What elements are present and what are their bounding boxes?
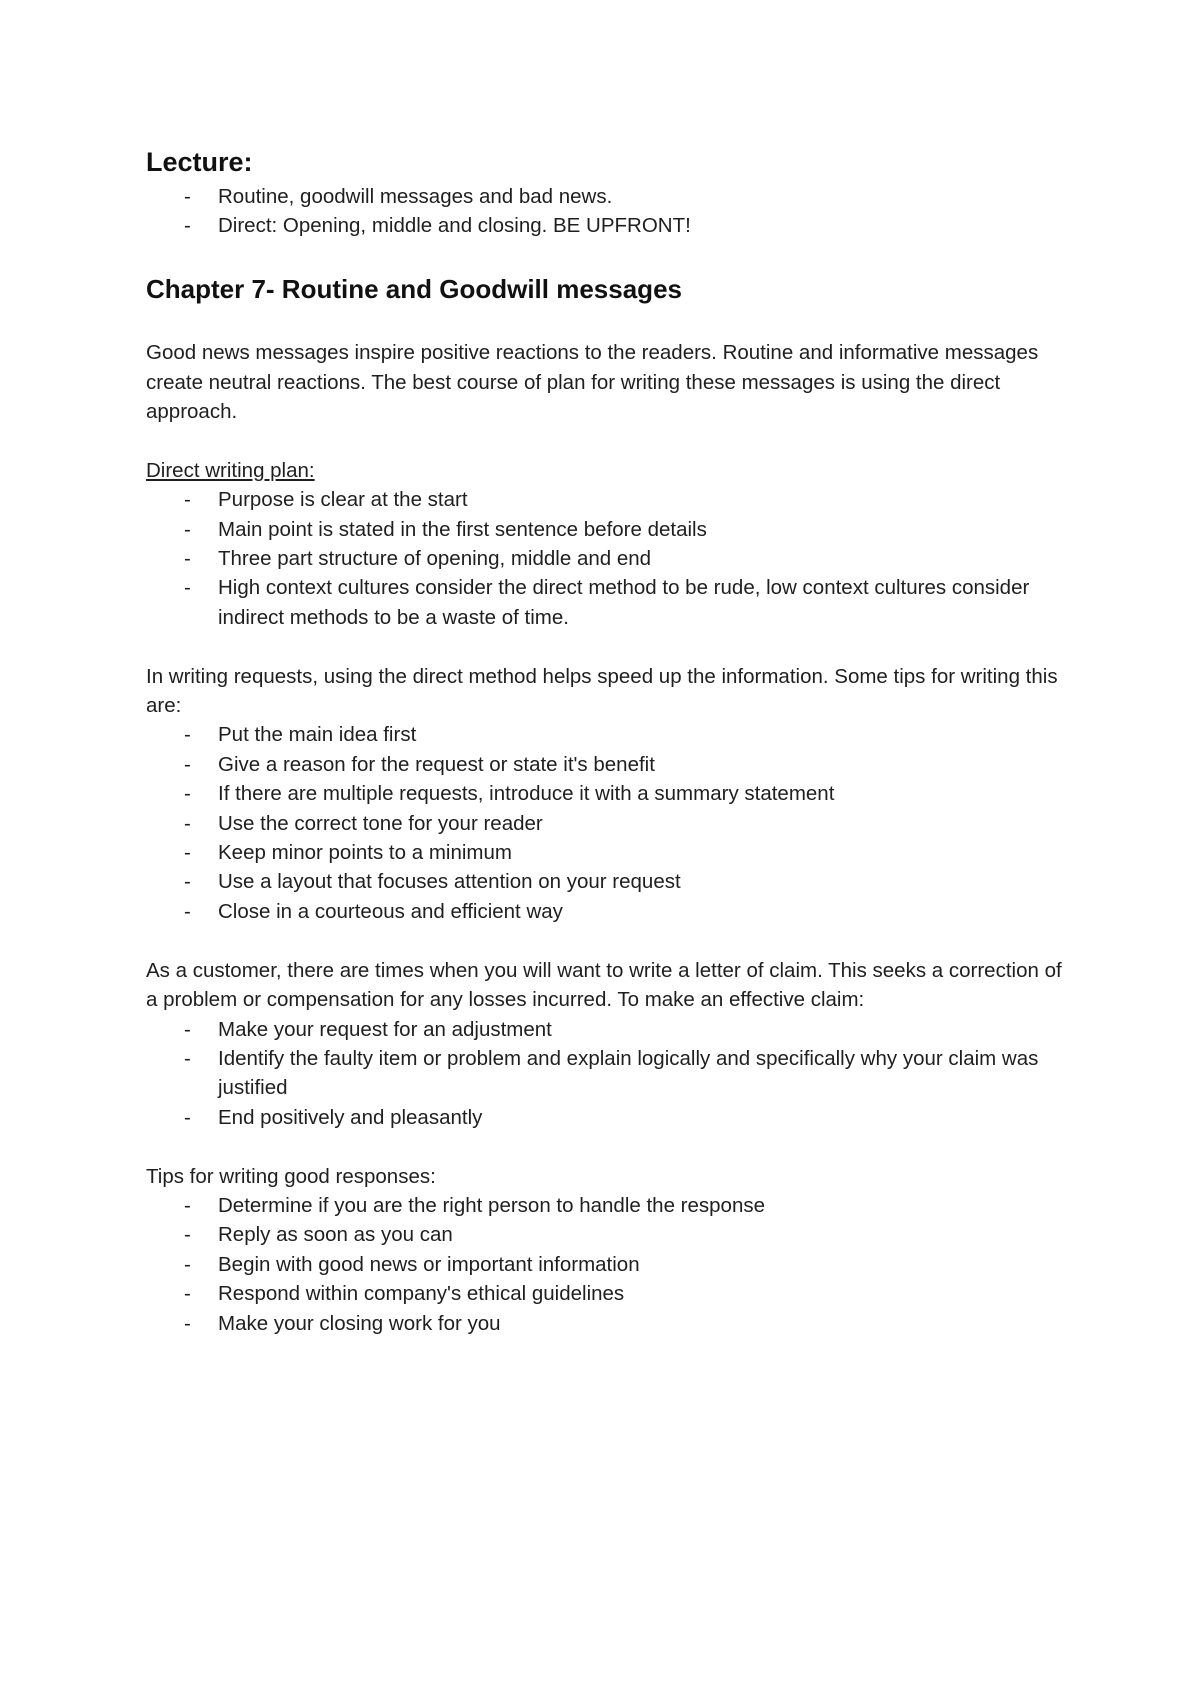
bullet-dash: - bbox=[184, 1223, 191, 1247]
list-item bbox=[146, 1309, 1070, 1338]
list-item bbox=[146, 1103, 1070, 1132]
bullet-dash: - bbox=[184, 1105, 191, 1129]
claims-intro-paragraph: As a customer, there are times when you will want to write a letter of claim. This seeks a correction of a problem or compensation for any losses incurred. To make an effective claim: bbox=[146, 958, 1062, 1012]
list-item-text: Determine if you are the right person to handle the response bbox=[218, 1193, 765, 1217]
claims-list bbox=[146, 1015, 1070, 1133]
list-item-text: Keep minor points to a minimum bbox=[218, 841, 512, 865]
chapter-intro-paragraph: Good news messages inspire positive reactions to the readers. Routine and informative messages create neutral reactions. The best course of plan for writing these messages is using the direct approach. bbox=[146, 341, 1039, 424]
list-item bbox=[146, 1279, 1070, 1308]
list-item bbox=[146, 1044, 1070, 1103]
list-item bbox=[146, 809, 1070, 838]
list-item-text: Identify the faulty item or problem and explain logically and specifically why your claim was justified bbox=[218, 1046, 1039, 1100]
list-item-text: Make your request for an adjustment bbox=[218, 1017, 552, 1041]
list-item bbox=[146, 1250, 1070, 1279]
list-item-text: Three part structure of opening, middle and end bbox=[218, 547, 652, 571]
list-item bbox=[146, 544, 1070, 573]
list-item bbox=[146, 515, 1070, 544]
requests-list bbox=[146, 720, 1070, 926]
lecture-heading: Lecture: bbox=[146, 147, 253, 177]
list-item-text: Close in a courteous and efficient way bbox=[218, 899, 563, 923]
bullet-dash: - bbox=[184, 1252, 191, 1276]
list-item-text: End positively and pleasantly bbox=[218, 1105, 483, 1129]
list-item-text: Direct: Opening, middle and closing. BE UPFRONT! bbox=[218, 214, 691, 238]
bullet-dash: - bbox=[184, 517, 191, 541]
list-item bbox=[146, 1015, 1070, 1044]
responses-list bbox=[146, 1191, 1070, 1338]
list-item-text: Routine, goodwill messages and bad news. bbox=[218, 185, 613, 208]
list-item bbox=[146, 750, 1070, 779]
list-item bbox=[146, 1191, 1070, 1220]
responses-intro-paragraph: Tips for writing good responses: bbox=[146, 1164, 436, 1188]
direct-plan-heading: Direct writing plan: bbox=[146, 458, 315, 482]
list-item bbox=[146, 573, 1070, 632]
list-item bbox=[146, 867, 1070, 896]
bullet-dash: - bbox=[184, 723, 191, 747]
chapter-heading: Chapter 7- Routine and Goodwill messages bbox=[146, 273, 682, 304]
list-item bbox=[146, 182, 1070, 211]
list-item-text: Make your closing work for you bbox=[218, 1311, 501, 1335]
list-item-text: Purpose is clear at the start bbox=[218, 488, 468, 512]
list-item bbox=[146, 897, 1070, 926]
bullet-dash: - bbox=[184, 841, 191, 865]
list-item bbox=[146, 1220, 1070, 1249]
bullet-dash: - bbox=[184, 1017, 191, 1041]
bullet-dash: - bbox=[184, 576, 191, 600]
direct-plan-list bbox=[146, 485, 1070, 632]
bullet-dash: - bbox=[184, 1193, 191, 1217]
list-item-text: If there are multiple requests, introduce it with a summary statement bbox=[218, 782, 835, 806]
list-item-text: Main point is stated in the first sentence before details bbox=[218, 517, 707, 541]
list-item bbox=[146, 211, 1070, 240]
list-item-text: Reply as soon as you can bbox=[218, 1223, 453, 1247]
list-item bbox=[146, 838, 1070, 867]
list-item bbox=[146, 720, 1070, 749]
bullet-dash: - bbox=[184, 899, 191, 923]
bullet-dash: - bbox=[184, 870, 191, 894]
bullet-dash: - bbox=[184, 1311, 191, 1335]
lecture-list bbox=[146, 182, 1070, 241]
list-item-text: Put the main idea first bbox=[218, 723, 417, 747]
bullet-dash: - bbox=[184, 811, 191, 835]
list-item-text: Begin with good news or important information bbox=[218, 1252, 640, 1276]
bullet-dash: - bbox=[184, 214, 191, 238]
list-item-text: Give a reason for the request or state it's benefit bbox=[218, 752, 655, 776]
list-item bbox=[146, 485, 1070, 514]
bullet-dash: - bbox=[184, 782, 191, 806]
requests-intro-paragraph: In writing requests, using the direct method helps speed up the information. Some tips for writing this are: bbox=[146, 664, 1058, 718]
list-item-text: Use the correct tone for your reader bbox=[218, 811, 543, 835]
list-item bbox=[146, 779, 1070, 808]
bullet-dash: - bbox=[184, 547, 191, 571]
bullet-dash: - bbox=[184, 752, 191, 776]
list-item-text: Respond within company's ethical guidelines bbox=[218, 1282, 625, 1306]
list-item-text: Use a layout that focuses attention on your request bbox=[218, 870, 681, 894]
bullet-dash: - bbox=[184, 1282, 191, 1306]
list-item-text: High context cultures consider the direct method to be rude, low context cultures consider indirect methods to be a waste of time. bbox=[218, 576, 1030, 629]
bullet-dash: - bbox=[184, 488, 191, 512]
bullet-dash: - bbox=[184, 1046, 191, 1070]
bullet-dash: - bbox=[184, 185, 191, 208]
